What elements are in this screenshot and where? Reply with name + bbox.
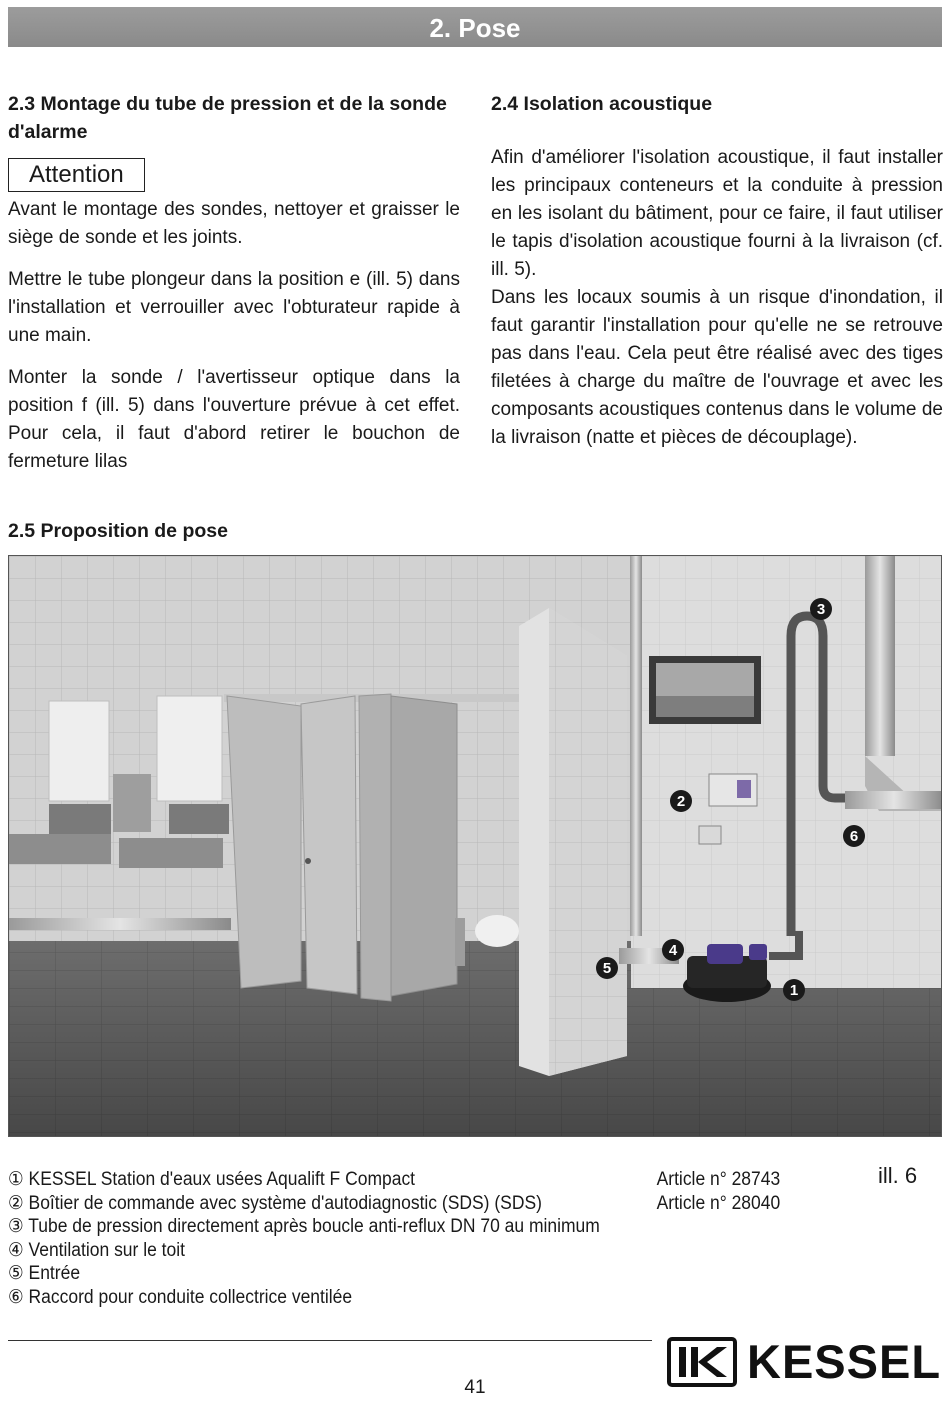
illustration-label: ill. 6 [878, 1163, 918, 1188]
paragraph: Dans les locaux soumis à un risque d'inondation, il faut garantir l'installation pour qu'elle ne se retrouve pas dans l'eau. Cela peut être réalisé avec des tiges filetées à charge du maître de l'ouvrage et avec les composants acoustiques contenus dans le volume de la livraison (natte et pièces de découplage). [491, 287, 943, 448]
callout-6 [843, 825, 865, 847]
callout-1 [783, 979, 805, 1001]
svg-text:3: 3 [816, 601, 826, 618]
legend-item [8, 1215, 744, 1239]
paragraph: Mettre le tube plongeur dans la position e (ill. 5) dans l'installation et verrouiller avec l'obturateur rapide à une main. [8, 269, 460, 346]
legend-article: Article n° 28040 [656, 1192, 781, 1214]
svg-text:4: 4 [668, 942, 678, 959]
legend-text: Entrée [28, 1263, 81, 1284]
legend-text: Raccord pour conduite collectrice ventilée [28, 1286, 353, 1308]
chapter-title: 2. Pose [429, 13, 521, 43]
section-2-4-heading: 2.4 Isolation acoustique [491, 93, 713, 115]
chapter-header-bar [8, 7, 942, 47]
section-2-3 [8, 90, 460, 490]
legend-marker: ③ [8, 1216, 24, 1237]
footer-divider [8, 1340, 652, 1341]
legend-item [8, 1168, 781, 1192]
legend-text: Tube de pression directement après boucle anti-reflux DN 70 au minimum [28, 1216, 600, 1237]
legend-text: KESSEL Station d'eaux usées Aqualift F Compact [28, 1169, 416, 1190]
legend-marker: ② [8, 1192, 24, 1214]
kessel-logo [667, 1337, 941, 1387]
callout-2 [670, 790, 692, 812]
section-2-3-heading: 2.3 Montage du tube de pression et de la sonde d'alarme [8, 93, 447, 143]
svg-text:2: 2 [676, 793, 686, 810]
logo-text: KESSEL [747, 1335, 942, 1388]
legend-marker: ⑤ [8, 1263, 24, 1284]
callout-4 [662, 939, 684, 961]
callout-3 [810, 598, 832, 620]
kessel-logo-icon [667, 1337, 737, 1387]
callout-5 [596, 957, 618, 979]
legend-text: Ventilation sur le toit [28, 1239, 185, 1261]
legend-marker: ① [8, 1169, 24, 1190]
legend [8, 1168, 781, 1309]
paragraph: Avant le montage des sondes, nettoyer et graisser le siège de sonde et les joints. [8, 199, 460, 248]
installation-illustration [8, 555, 942, 1137]
page-number: 41 [464, 1377, 486, 1398]
svg-text:5: 5 [602, 960, 612, 977]
legend-text: Boîtier de commande avec système d'autodiagnostic (SDS) (SDS) [28, 1192, 542, 1214]
legend-item [8, 1286, 744, 1310]
section-2-5-heading: 2.5 Proposition de pose [8, 520, 228, 542]
paragraph: Monter la sonde / l'avertisseur optique dans la position f (ill. 5) dans l'ouverture prévue à cet effet. Pour cela, il faut d'abord retirer le bouchon de fermeture lilas [8, 367, 460, 472]
paragraph: Afin d'améliorer l'isolation acoustique, il faut installer les principaux conteneurs et la conduite à pression en les isolant du bâtiment, pour ce faire, il faut utiliser le tapis d'isolation acoustique fourni à la livraison (cf. ill. 5). [491, 147, 943, 280]
legend-marker: ④ [8, 1239, 24, 1261]
legend-item [8, 1239, 744, 1263]
svg-text:6: 6 [849, 828, 859, 845]
legend-item [8, 1192, 781, 1216]
legend-item [8, 1262, 744, 1286]
legend-marker: ⑥ [8, 1286, 24, 1308]
section-2-4 [491, 90, 943, 452]
attention-box: Attention [8, 158, 145, 192]
legend-article: Article n° 28743 [656, 1169, 781, 1190]
svg-text:1: 1 [789, 982, 799, 999]
